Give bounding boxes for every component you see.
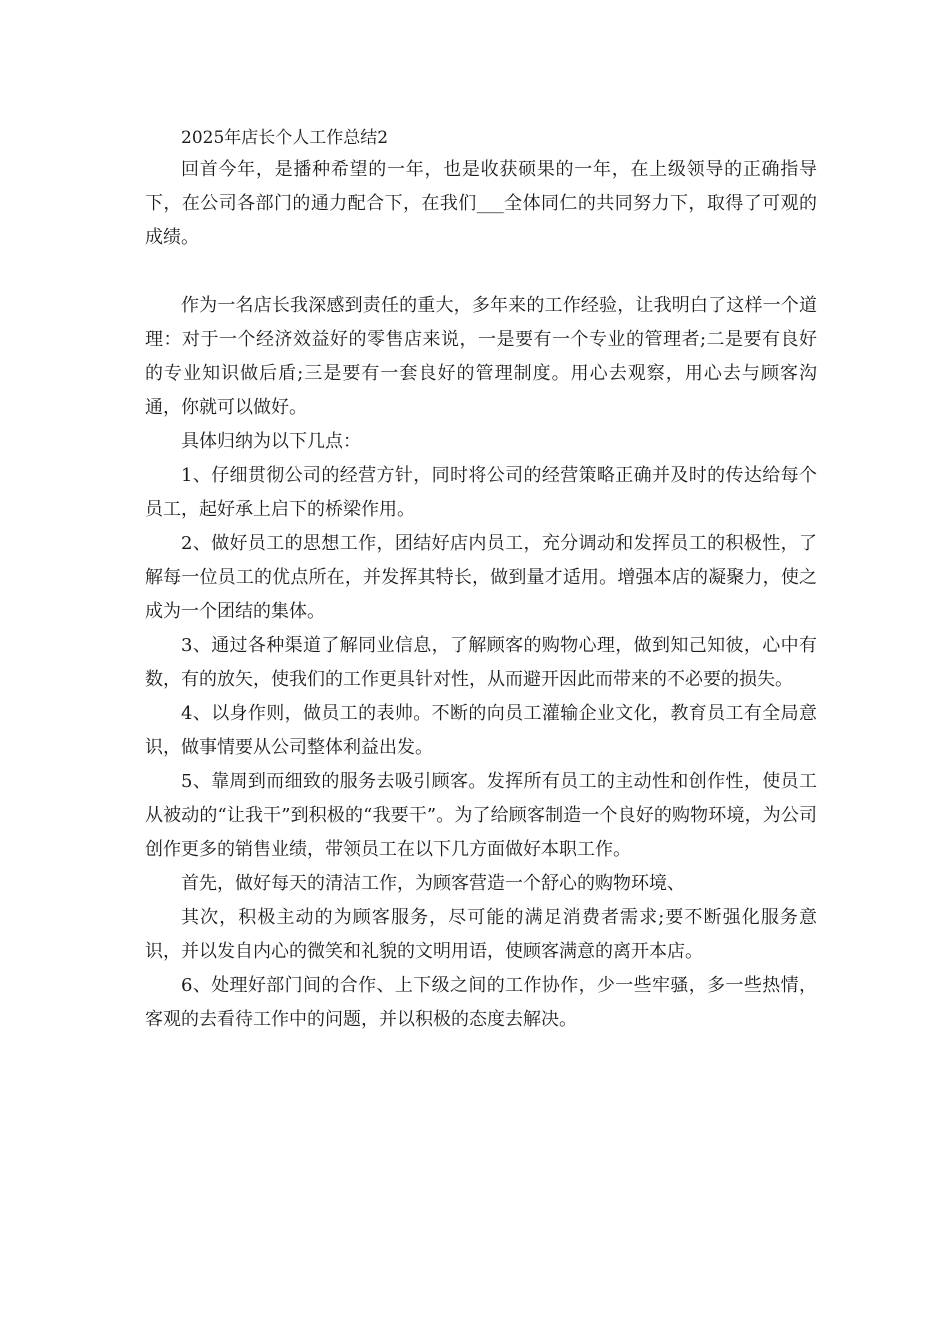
document-body bbox=[145, 153, 817, 1037]
paragraph-responsibility: 作为一名店长我深感到责任的重大，多年来的工作经验，让我明白了这样一个道理：对于一个经济效益好的零售店来说，一是要有一个专业的管理者;二是要有良好的专业知识做后盾;三是要有一套良好的管理制度。用心去观察，用心去与顾客沟通，你就可以做好。 bbox=[145, 295, 817, 418]
paragraph-intro: 回首今年，是播种希望的一年，也是收获硕果的一年，在上级领导的正确指导下，在公司各部门的通力配合下，在我们___全体同仁的共同努力下，取得了可观的成绩。 bbox=[145, 159, 817, 248]
paragraph-summary-heading: 具体归纳为以下几点： bbox=[181, 431, 361, 452]
paragraph-point-6: 6、处理好部门间的合作、上下级之间的工作协作，少一些牢骚，多一些热情，客观的去看待工作中的问题，并以积极的态度去解决。 bbox=[145, 975, 817, 1030]
document-title: 2025年店长个人工作总结2 bbox=[181, 128, 389, 148]
paragraph-second: 其次，积极主动的为顾客服务，尽可能的满足消费者需求;要不断强化服务意识，并以发自内心的微笑和礼貌的文明用语，使顾客满意的离开本店。 bbox=[145, 907, 817, 962]
paragraph-point-1: 1、仔细贯彻公司的经营方针，同时将公司的经营策略正确并及时的传达给每个员工，起好承上启下的桥梁作用。 bbox=[145, 465, 817, 520]
paragraph-first: 首先，做好每天的清洁工作，为顾客营造一个舒心的购物环境、 bbox=[181, 873, 685, 894]
paragraph-point-3: 3、通过各种渠道了解同业信息，了解顾客的购物心理，做到知己知彼，心中有数，有的放矢，使我们的工作更具针对性，从而避开因此而带来的不必要的损失。 bbox=[145, 635, 817, 690]
paragraph-point-2: 2、做好员工的思想工作，团结好店内员工，充分调动和发挥员工的积极性，了解每一位员工的优点所在，并发挥其特长，做到量才适用。增强本店的凝聚力，使之成为一个团结的集体。 bbox=[145, 533, 817, 622]
paragraph-point-5: 5、靠周到而细致的服务去吸引顾客。发挥所有员工的主动性和创作性，使员工从被动的“让我干”到积极的“我要干”。为了给顾客制造一个良好的购物环境，为公司创作更多的销售业绩，带领员工在以下几方面做好本职工作。 bbox=[145, 771, 817, 860]
paragraph-point-4: 4、以身作则，做员工的表帅。不断的向员工灌输企业文化，教育员工有全局意识，做事情要从公司整体利益出发。 bbox=[145, 703, 817, 758]
